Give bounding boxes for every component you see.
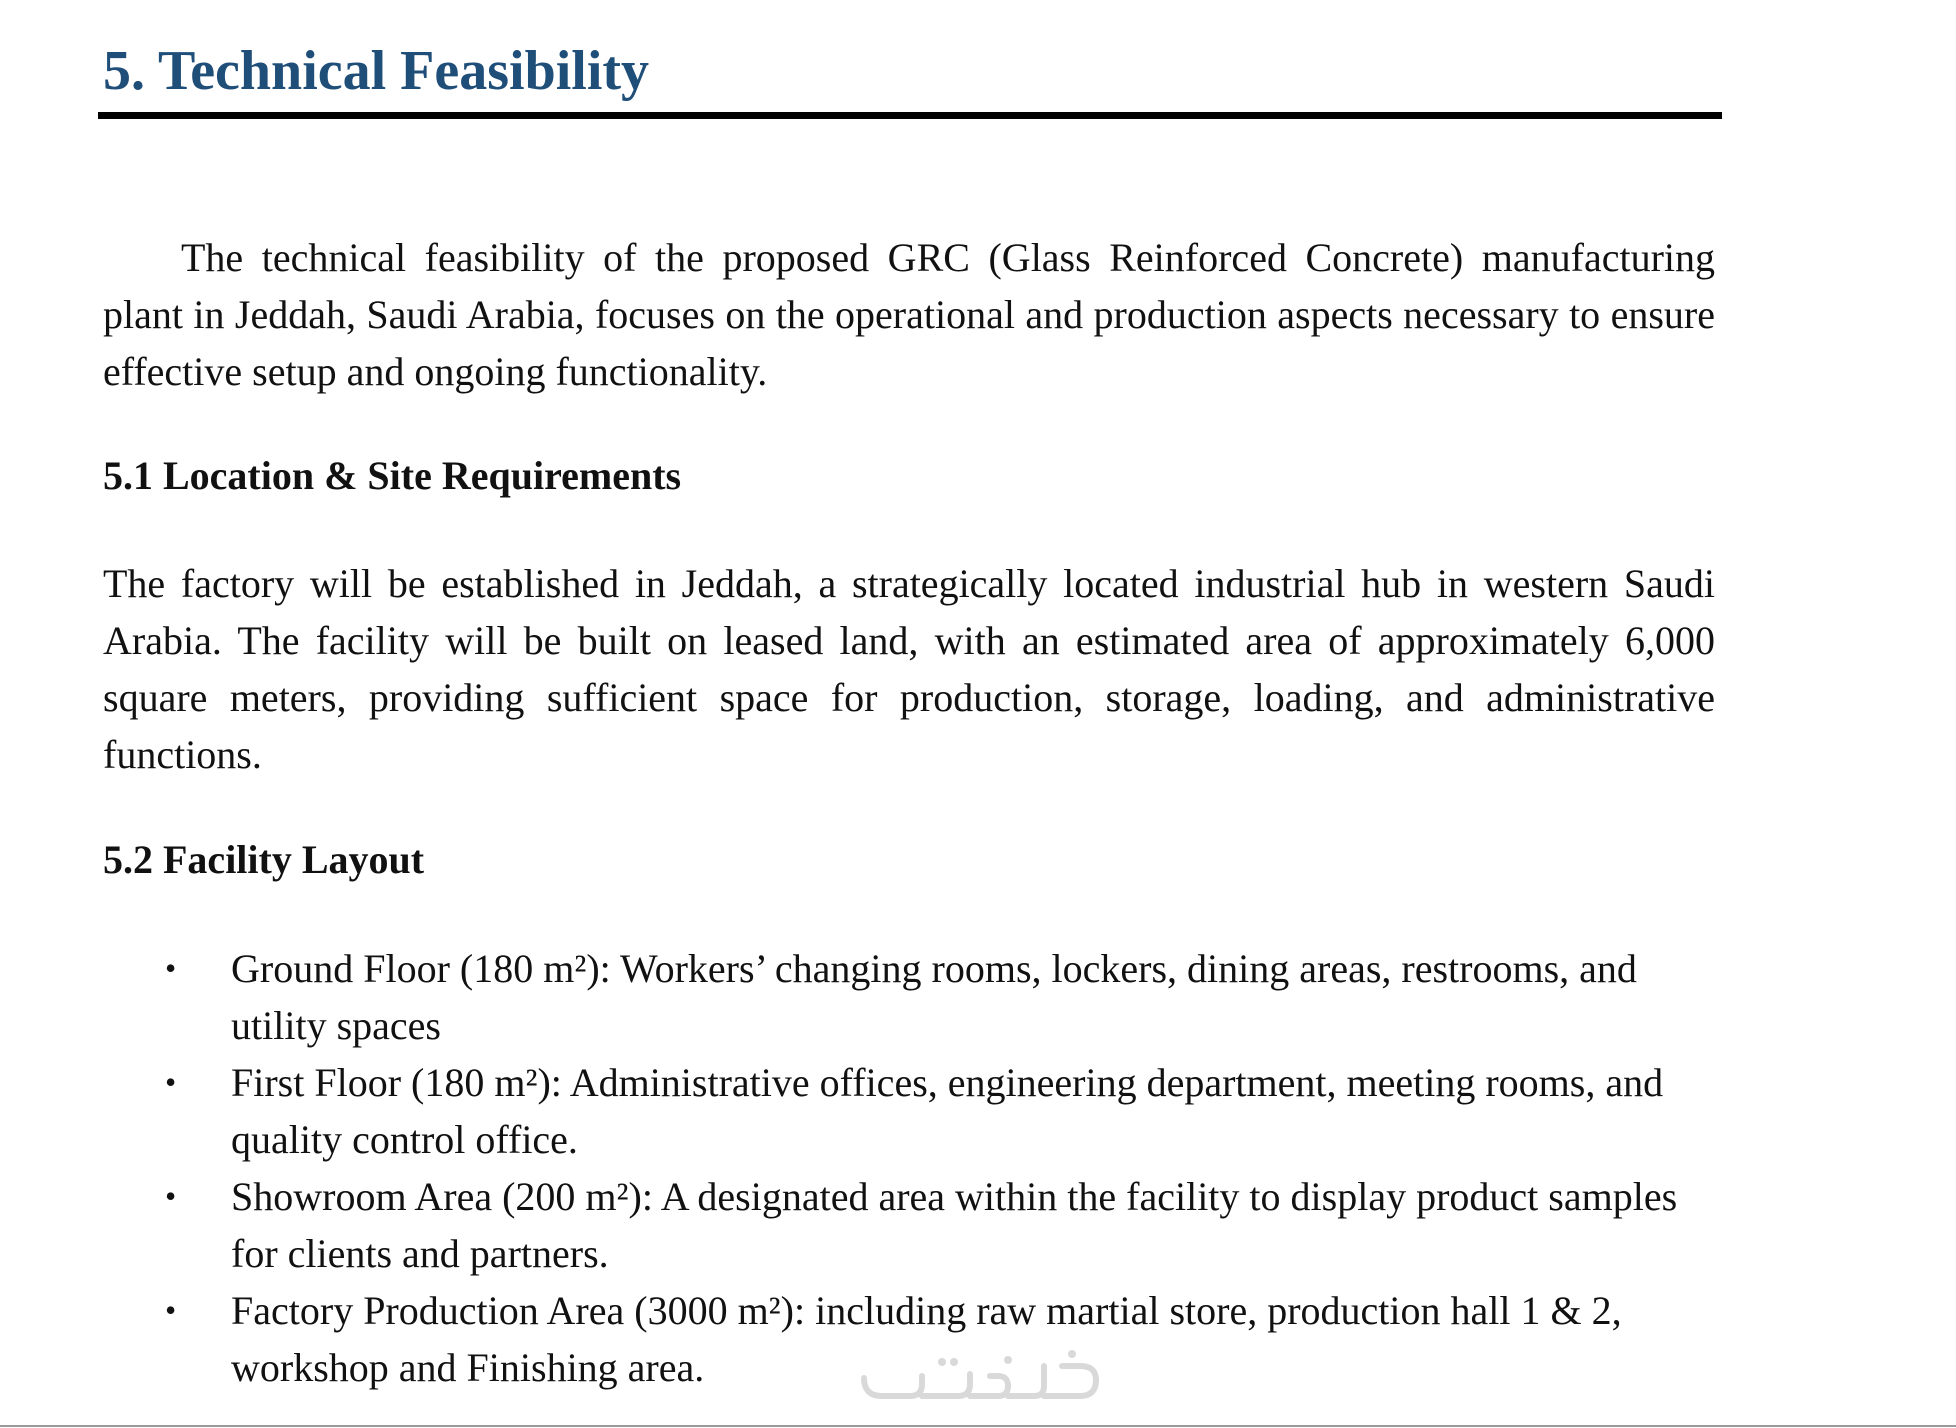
section-title: 5. Technical Feasibility	[103, 40, 650, 102]
list-item	[103, 1054, 1723, 1168]
bullet-icon: •	[165, 1292, 177, 1328]
list-item	[103, 940, 1723, 1054]
location-heading: 5.1 Location & Site Requirements	[103, 453, 682, 498]
title-underline	[98, 112, 1722, 119]
intro-paragraph: The technical feasibility of the proposed GRC (Glass Reinforced Concrete) manufacturing plant in Jeddah, Saudi Arabia, focuses on the operational and production aspects necessary to ensure effective setup and ongoing functionality.	[103, 235, 1715, 394]
list-item-text: Ground Floor (180 m²): Workers’ changing rooms, lockers, dining areas, restrooms, and utility spaces	[231, 946, 1637, 1048]
khamsat-watermark-logo	[858, 1348, 1104, 1404]
list-item	[103, 1168, 1723, 1282]
list-item-text: First Floor (180 m²): Administrative offices, engineering department, meeting rooms, and quality control office.	[231, 1060, 1664, 1162]
list-item-text: Showroom Area (200 m²): A designated area within the facility to display product samples for clients and partners.	[231, 1174, 1678, 1276]
page-bottom-divider	[0, 1425, 1956, 1427]
facility-layout-heading: 5.2 Facility Layout	[103, 837, 425, 882]
facility-layout-list	[103, 940, 1723, 1396]
bullet-icon: •	[165, 1064, 177, 1100]
bullet-icon: •	[165, 1178, 177, 1214]
location-paragraph: The factory will be established in Jeddah, a strategically located industrial hub in western Saudi Arabia. The facility will be built on leased land, with an estimated area of approximately 6,000 square meters, providing sufficient space for production, storage, loading, and administrative functions.	[103, 561, 1715, 777]
bullet-icon: •	[165, 950, 177, 986]
list-item-text: Factory Production Area (3000 m²): including raw martial store, production hall 1 & 2, workshop and Finishing area.	[231, 1288, 1622, 1390]
